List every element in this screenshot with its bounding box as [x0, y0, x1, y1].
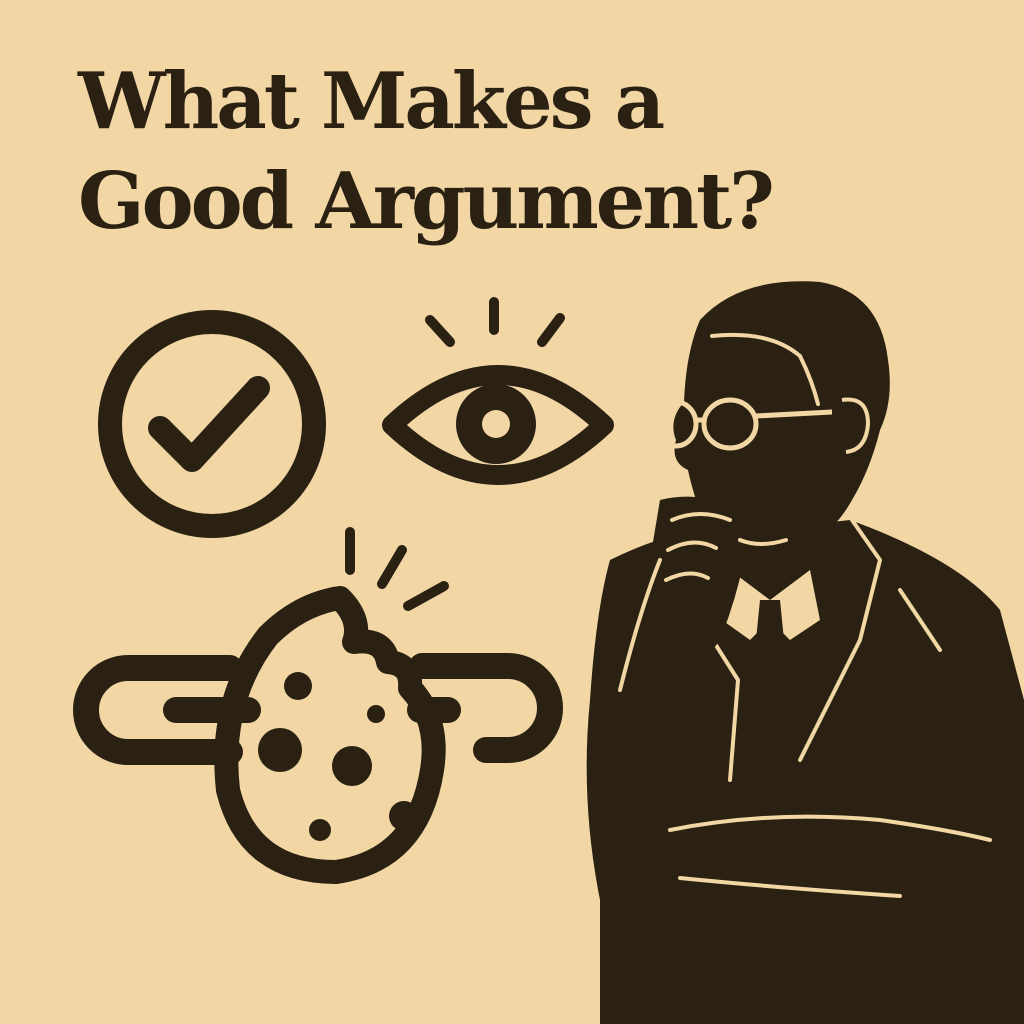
cookie-icon — [226, 532, 444, 872]
broken-chain-icon — [86, 666, 550, 752]
title-line-2: Good Argument? — [78, 156, 772, 247]
title-line-1: What Makes a — [78, 56, 663, 147]
eye-icon — [392, 302, 604, 475]
check-circle-icon — [110, 322, 314, 526]
thinking-man-illustration — [587, 281, 1024, 1024]
